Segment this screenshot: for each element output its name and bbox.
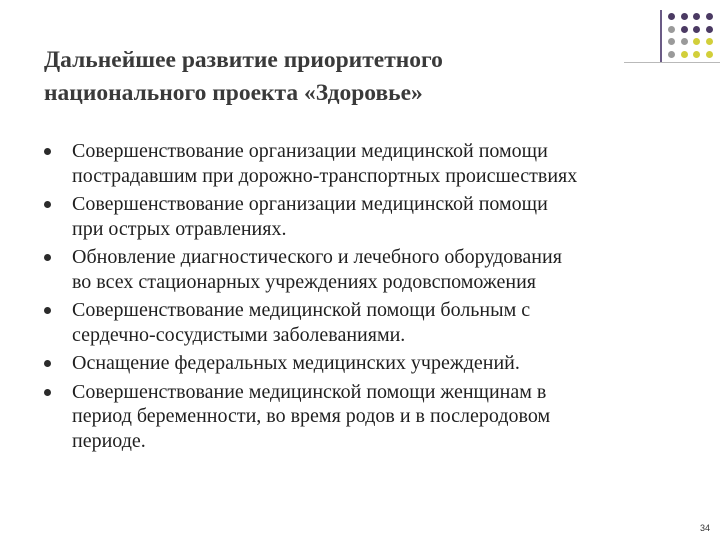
decorative-dot <box>681 51 688 58</box>
decorative-dot <box>706 13 713 20</box>
list-item-text: Совершенствование организации медицинской помощи <box>72 193 548 215</box>
decorative-dot <box>668 38 675 45</box>
title-line-2: национального проекта «Здоровье» <box>44 80 423 106</box>
list-item-text: Обновление диагностического и лечебного оборудования <box>72 246 562 268</box>
decorative-dot <box>706 38 713 45</box>
list-item <box>44 298 694 347</box>
bullet-icon <box>44 389 51 396</box>
bullet-icon <box>44 307 51 314</box>
bullet-list <box>44 139 694 457</box>
list-item <box>44 380 694 454</box>
decorative-dot <box>668 26 675 33</box>
list-item-text: Оснащение федеральных медицинских учреждений. <box>72 352 520 374</box>
list-item-text: периоде. <box>72 429 146 452</box>
decorative-dot <box>693 38 700 45</box>
slide-title <box>44 44 644 110</box>
decorative-vertical-rule <box>660 10 662 62</box>
list-item <box>44 192 694 241</box>
decorative-dot <box>693 26 700 33</box>
title-line-1: Дальнейшее развитие приоритетного <box>44 47 443 73</box>
page-number: 34 <box>699 523 710 533</box>
list-item <box>44 351 694 376</box>
decorative-dot <box>681 26 688 33</box>
list-item-text: при острых отравлениях. <box>72 217 287 240</box>
list-item-text: во всех стационарных учреждениях родовспоможения <box>72 270 536 293</box>
decorative-dot <box>681 13 688 20</box>
decorative-dot <box>706 51 713 58</box>
bullet-icon <box>44 148 51 155</box>
list-item-text: Совершенствование медицинской помощи женщинам в <box>72 380 547 403</box>
bullet-icon <box>44 254 51 261</box>
list-item <box>44 139 694 188</box>
list-item <box>44 245 694 294</box>
list-item-text: сердечно-сосудистыми заболеваниями. <box>72 323 406 346</box>
decorative-dot-grid <box>666 11 720 63</box>
list-item-text: Совершенствование медицинской помощи больным с <box>72 299 531 321</box>
decorative-dot <box>668 13 675 20</box>
decorative-dot <box>668 51 675 58</box>
decorative-dot <box>681 38 688 45</box>
list-item-text: Совершенствование организации медицинской помощи <box>72 140 548 162</box>
decorative-dot <box>706 26 713 33</box>
list-item-text: пострадавшим при дорожно-транспортных происшествиях <box>72 164 578 187</box>
decorative-dot <box>693 51 700 58</box>
bullet-icon <box>44 360 51 367</box>
bullet-icon <box>44 201 51 208</box>
list-item-text: период беременности, во время родов и в послеродовом <box>72 405 551 427</box>
decorative-dot <box>693 13 700 20</box>
